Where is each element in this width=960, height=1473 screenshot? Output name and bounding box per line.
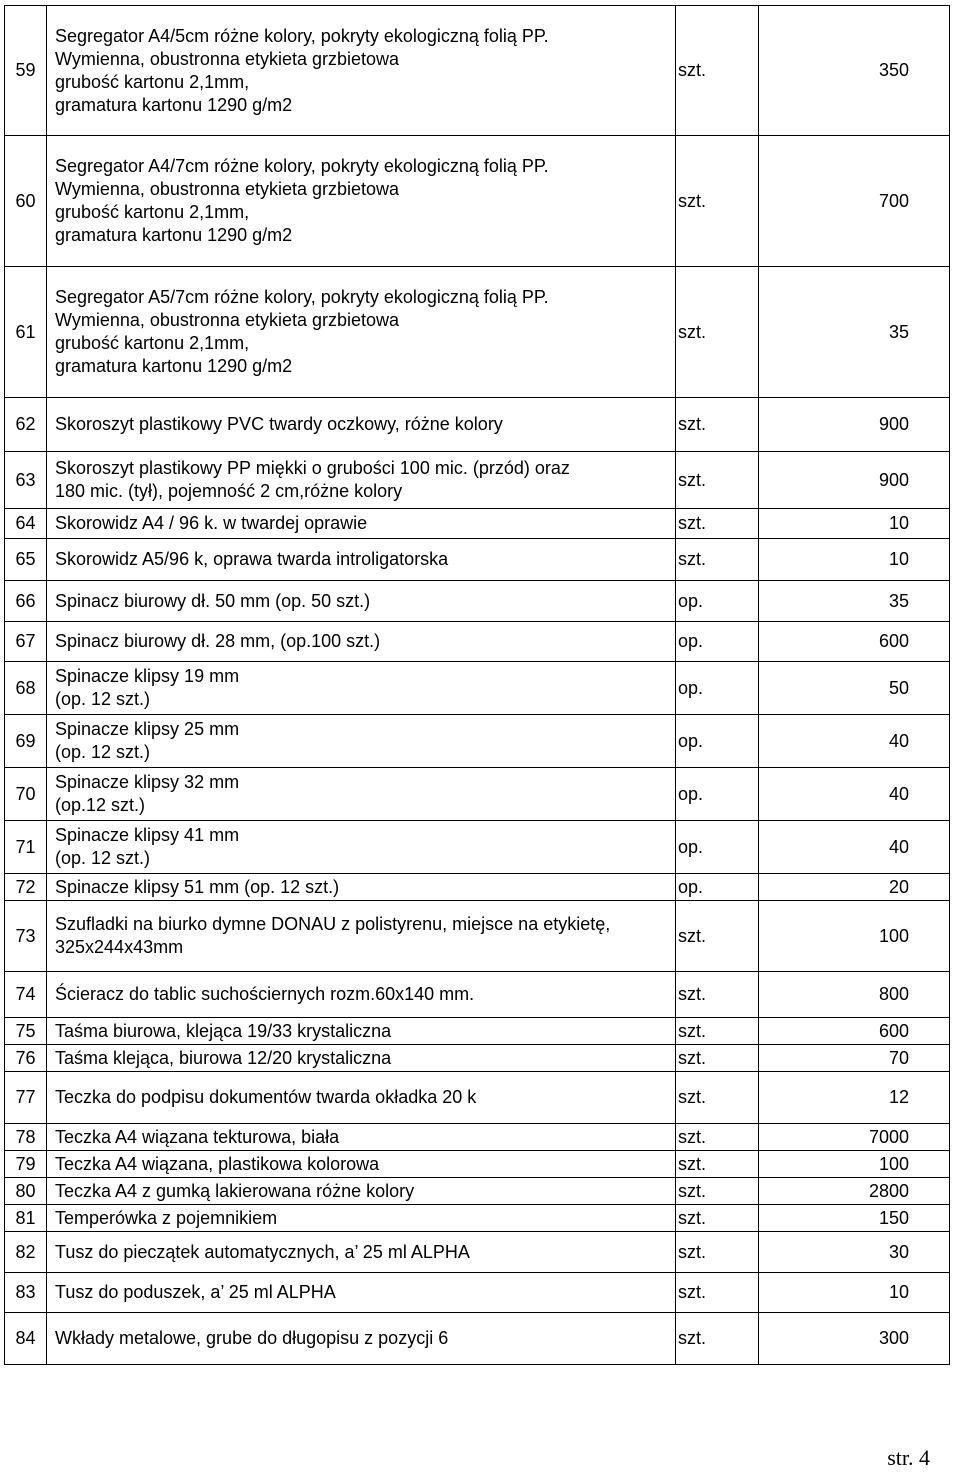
item-quantity: 600 (759, 622, 950, 662)
page-number: str. 4 (887, 1445, 930, 1470)
item-unit: szt. (676, 452, 759, 509)
row-number: 77 (5, 1072, 47, 1124)
row-number: 61 (5, 267, 47, 398)
item-description: Segregator A4/7cm różne kolory, pokryty ekologiczną folią PP. Wymienna, obustronna etykieta grzbietowa grubość kartonu 2,1mm, gramatura kartonu 1290 g/m2 (47, 136, 676, 267)
table-row (5, 715, 950, 768)
row-number: 83 (5, 1273, 47, 1313)
item-description: Teczka A4 wiązana, plastikowa kolorowa (47, 1151, 676, 1178)
row-number: 65 (5, 539, 47, 581)
table-row (5, 1045, 950, 1072)
table-row (5, 821, 950, 874)
item-unit: szt. (676, 901, 759, 972)
item-description: Taśma klejąca, biurowa 12/20 krystaliczna (47, 1045, 676, 1072)
row-number: 78 (5, 1124, 47, 1151)
item-quantity: 10 (759, 1273, 950, 1313)
item-description: Segregator A5/7cm różne kolory, pokryty ekologiczną folią PP. Wymienna, obustronna etykieta grzbietowa grubość kartonu 2,1mm, gramatura kartonu 1290 g/m2 (47, 267, 676, 398)
item-description: Skorowidz A5/96 k, oprawa twarda introligatorska (47, 539, 676, 581)
item-description: Spinacz biurowy dł. 28 mm, (op.100 szt.) (47, 622, 676, 662)
item-unit: szt. (676, 1018, 759, 1045)
item-unit: op. (676, 874, 759, 901)
item-unit: szt. (676, 509, 759, 539)
row-number: 72 (5, 874, 47, 901)
row-number: 63 (5, 452, 47, 509)
table-row (5, 662, 950, 715)
item-unit: op. (676, 821, 759, 874)
item-description: Teczka A4 z gumką lakierowana różne kolory (47, 1178, 676, 1205)
table-row (5, 1018, 950, 1045)
item-quantity: 150 (759, 1205, 950, 1232)
table-row (5, 1205, 950, 1232)
row-number: 84 (5, 1313, 47, 1365)
item-quantity: 100 (759, 901, 950, 972)
table-row (5, 1124, 950, 1151)
table-row (5, 622, 950, 662)
item-unit: szt. (676, 267, 759, 398)
table-row (5, 581, 950, 622)
item-description: Taśma biurowa, klejąca 19/33 krystaliczna (47, 1018, 676, 1045)
item-quantity: 300 (759, 1313, 950, 1365)
item-description: Spinacze klipsy 41 mm (op. 12 szt.) (47, 821, 676, 874)
table-row (5, 398, 950, 452)
table-row (5, 509, 950, 539)
table-row (5, 6, 950, 136)
item-quantity: 7000 (759, 1124, 950, 1151)
item-description: Szufladki na biurko dymne DONAU z polistyrenu, miejsce na etykietę, 325x244x43mm (47, 901, 676, 972)
item-unit: szt. (676, 1178, 759, 1205)
table-row (5, 768, 950, 821)
item-description: Skorowidz A4 / 96 k. w twardej oprawie (47, 509, 676, 539)
item-description: Spinacze klipsy 19 mm (op. 12 szt.) (47, 662, 676, 715)
table-row (5, 1072, 950, 1124)
item-unit: szt. (676, 1045, 759, 1072)
item-description: Segregator A4/5cm różne kolory, pokryty ekologiczną folią PP. Wymienna, obustronna etykieta grzbietowa grubość kartonu 2,1mm, gramatura kartonu 1290 g/m2 (47, 6, 676, 136)
item-unit: szt. (676, 1232, 759, 1273)
table-row (5, 1273, 950, 1313)
item-unit: szt. (676, 1151, 759, 1178)
item-unit: op. (676, 581, 759, 622)
table-row (5, 452, 950, 509)
row-number: 60 (5, 136, 47, 267)
item-unit: szt. (676, 1072, 759, 1124)
row-number: 81 (5, 1205, 47, 1232)
item-quantity: 2800 (759, 1178, 950, 1205)
row-number: 67 (5, 622, 47, 662)
item-quantity: 70 (759, 1045, 950, 1072)
item-unit: op. (676, 662, 759, 715)
table-row (5, 1151, 950, 1178)
item-quantity: 10 (759, 539, 950, 581)
row-number: 64 (5, 509, 47, 539)
item-quantity: 600 (759, 1018, 950, 1045)
item-description: Ścieracz do tablic suchościernych rozm.60x140 mm. (47, 972, 676, 1018)
product-table (4, 5, 950, 1365)
item-unit: szt. (676, 398, 759, 452)
item-unit: szt. (676, 136, 759, 267)
item-description: Teczka do podpisu dokumentów twarda okładka 20 k (47, 1072, 676, 1124)
product-table-body (5, 6, 950, 1365)
row-number: 71 (5, 821, 47, 874)
row-number: 66 (5, 581, 47, 622)
item-quantity: 900 (759, 452, 950, 509)
item-description: Tusz do poduszek, a’ 25 ml ALPHA (47, 1273, 676, 1313)
item-unit: szt. (676, 6, 759, 136)
item-quantity: 700 (759, 136, 950, 267)
table-row (5, 901, 950, 972)
item-quantity: 30 (759, 1232, 950, 1273)
item-description: Skoroszyt plastikowy PP miękki o grubości 100 mic. (przód) oraz 180 mic. (tył), pojemność 2 cm,różne kolory (47, 452, 676, 509)
item-description: Spinacz biurowy dł. 50 mm (op. 50 szt.) (47, 581, 676, 622)
table-row (5, 1178, 950, 1205)
item-quantity: 10 (759, 509, 950, 539)
item-quantity: 40 (759, 821, 950, 874)
table-row (5, 136, 950, 267)
item-quantity: 12 (759, 1072, 950, 1124)
row-number: 82 (5, 1232, 47, 1273)
item-unit: szt. (676, 972, 759, 1018)
table-row (5, 874, 950, 901)
item-quantity: 800 (759, 972, 950, 1018)
row-number: 70 (5, 768, 47, 821)
row-number: 80 (5, 1178, 47, 1205)
item-quantity: 40 (759, 768, 950, 821)
item-unit: op. (676, 622, 759, 662)
item-description: Spinacze klipsy 25 mm (op. 12 szt.) (47, 715, 676, 768)
item-unit: op. (676, 768, 759, 821)
row-number: 62 (5, 398, 47, 452)
item-description: Spinacze klipsy 51 mm (op. 12 szt.) (47, 874, 676, 901)
item-unit: op. (676, 715, 759, 768)
table-row (5, 267, 950, 398)
row-number: 76 (5, 1045, 47, 1072)
item-quantity: 40 (759, 715, 950, 768)
item-quantity: 20 (759, 874, 950, 901)
item-unit: szt. (676, 1205, 759, 1232)
item-description: Temperówka z pojemnikiem (47, 1205, 676, 1232)
item-description: Skoroszyt plastikowy PVC twardy oczkowy, różne kolory (47, 398, 676, 452)
item-description: Tusz do pieczątek automatycznych, a’ 25 ml ALPHA (47, 1232, 676, 1273)
item-quantity: 900 (759, 398, 950, 452)
item-quantity: 100 (759, 1151, 950, 1178)
item-quantity: 35 (759, 267, 950, 398)
item-quantity: 50 (759, 662, 950, 715)
item-description: Teczka A4 wiązana tekturowa, biała (47, 1124, 676, 1151)
table-row (5, 972, 950, 1018)
item-unit: szt. (676, 1124, 759, 1151)
item-unit: szt. (676, 539, 759, 581)
row-number: 73 (5, 901, 47, 972)
row-number: 68 (5, 662, 47, 715)
item-unit: szt. (676, 1313, 759, 1365)
row-number: 59 (5, 6, 47, 136)
row-number: 79 (5, 1151, 47, 1178)
table-row (5, 1232, 950, 1273)
item-description: Wkłady metalowe, grube do długopisu z pozycji 6 (47, 1313, 676, 1365)
item-unit: szt. (676, 1273, 759, 1313)
row-number: 69 (5, 715, 47, 768)
item-quantity: 35 (759, 581, 950, 622)
item-quantity: 350 (759, 6, 950, 136)
item-description: Spinacze klipsy 32 mm (op.12 szt.) (47, 768, 676, 821)
table-row (5, 539, 950, 581)
row-number: 74 (5, 972, 47, 1018)
row-number: 75 (5, 1018, 47, 1045)
table-row (5, 1313, 950, 1365)
